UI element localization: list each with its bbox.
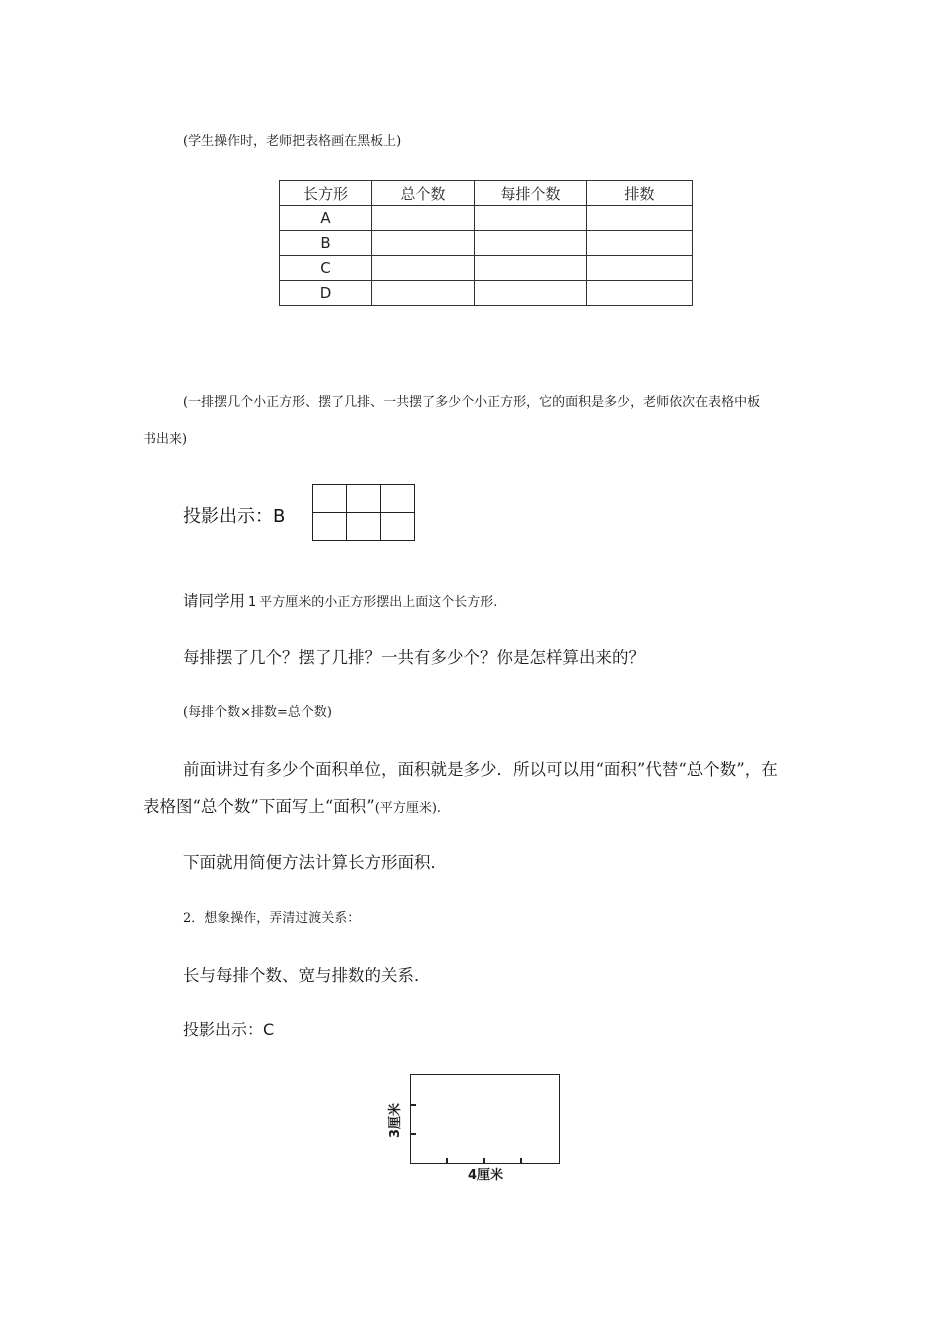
table-cell bbox=[475, 256, 587, 281]
p1-pre: 请同学用 bbox=[183, 592, 246, 610]
table-header: 总个数 bbox=[372, 181, 475, 206]
table-cell: A bbox=[280, 206, 372, 231]
projection-b-label: 投影出示：B bbox=[183, 506, 286, 527]
paragraph-7: 长与每排个数、宽与排数的关系． bbox=[183, 966, 431, 985]
table-cell bbox=[587, 231, 693, 256]
table-header: 每排个数 bbox=[475, 181, 587, 206]
tick-mark bbox=[411, 1104, 416, 1106]
grid-cell bbox=[381, 485, 415, 513]
table-cell bbox=[372, 206, 475, 231]
table-cell bbox=[475, 206, 587, 231]
paragraph-2: 每排摆了几个？摆了几排？一共有多少个？你是怎样算出来的？ bbox=[183, 648, 645, 667]
grid-cell bbox=[347, 513, 381, 541]
table-header: 排数 bbox=[587, 181, 693, 206]
table-cell bbox=[587, 281, 693, 306]
paragraph-6: 2．想象操作，弄清过渡关系： bbox=[183, 911, 361, 926]
table-cell: D bbox=[280, 281, 372, 306]
grid-cell bbox=[347, 485, 381, 513]
rectangle-c bbox=[410, 1074, 560, 1164]
table-row bbox=[280, 281, 693, 306]
table-cell bbox=[587, 206, 693, 231]
table-cell: C bbox=[280, 256, 372, 281]
tick-mark bbox=[411, 1133, 416, 1135]
table-cell bbox=[372, 281, 475, 306]
table-row bbox=[280, 256, 693, 281]
projection-b-grid bbox=[312, 484, 415, 541]
table-row bbox=[280, 206, 693, 231]
table-cell bbox=[372, 256, 475, 281]
grid-cell bbox=[313, 513, 347, 541]
paragraph-4-line1: 前面讲过有多少个面积单位，面积就是多少．所以可以用“面积”代替“总个数”，在 bbox=[183, 760, 778, 779]
height-label: 3厘米 bbox=[388, 1102, 403, 1138]
note-one-row-line1: (一排摆几个小正方形、摆了几排、一共摆了多少个小正方形，它的面积是多少，老师依次在表格中板 bbox=[183, 395, 761, 410]
paragraph-5: 下面就用简便方法计算长方形面积． bbox=[183, 853, 447, 872]
p8-letter: C bbox=[263, 1020, 275, 1039]
paragraph-4-line2 bbox=[143, 793, 441, 817]
paragraph-3: (每排个数×排数=总个数) bbox=[183, 705, 332, 720]
tick-mark bbox=[446, 1158, 448, 1163]
tick-mark bbox=[483, 1158, 485, 1163]
p4-line2-small: (平方厘米). bbox=[374, 801, 442, 816]
note-one-row-line2: 书出来) bbox=[143, 432, 188, 447]
p4-line2-main: 表格图“总个数”下面写上“面积” bbox=[143, 797, 375, 816]
grid-cell bbox=[381, 513, 415, 541]
table-cell bbox=[475, 231, 587, 256]
note-student-operation: (学生操作时，老师把表格画在黑板上) bbox=[183, 134, 402, 149]
p8-pre: 投影出示： bbox=[183, 1020, 264, 1039]
table-cell bbox=[372, 231, 475, 256]
p1-number: 1 bbox=[248, 595, 257, 610]
p1-post: 平方厘米的小正方形摆出上面这个长方形. bbox=[259, 595, 498, 610]
grid-cell bbox=[313, 485, 347, 513]
paragraph-8 bbox=[183, 1017, 274, 1040]
paragraph-1 bbox=[183, 589, 497, 611]
table-cell: B bbox=[280, 231, 372, 256]
record-table bbox=[279, 180, 693, 306]
tick-mark bbox=[520, 1158, 522, 1163]
table-cell bbox=[587, 256, 693, 281]
table-cell bbox=[475, 281, 587, 306]
table-row bbox=[280, 231, 693, 256]
table-header-row bbox=[280, 181, 693, 206]
width-label: 4厘米 bbox=[468, 1168, 504, 1183]
table-header: 长方形 bbox=[280, 181, 372, 206]
